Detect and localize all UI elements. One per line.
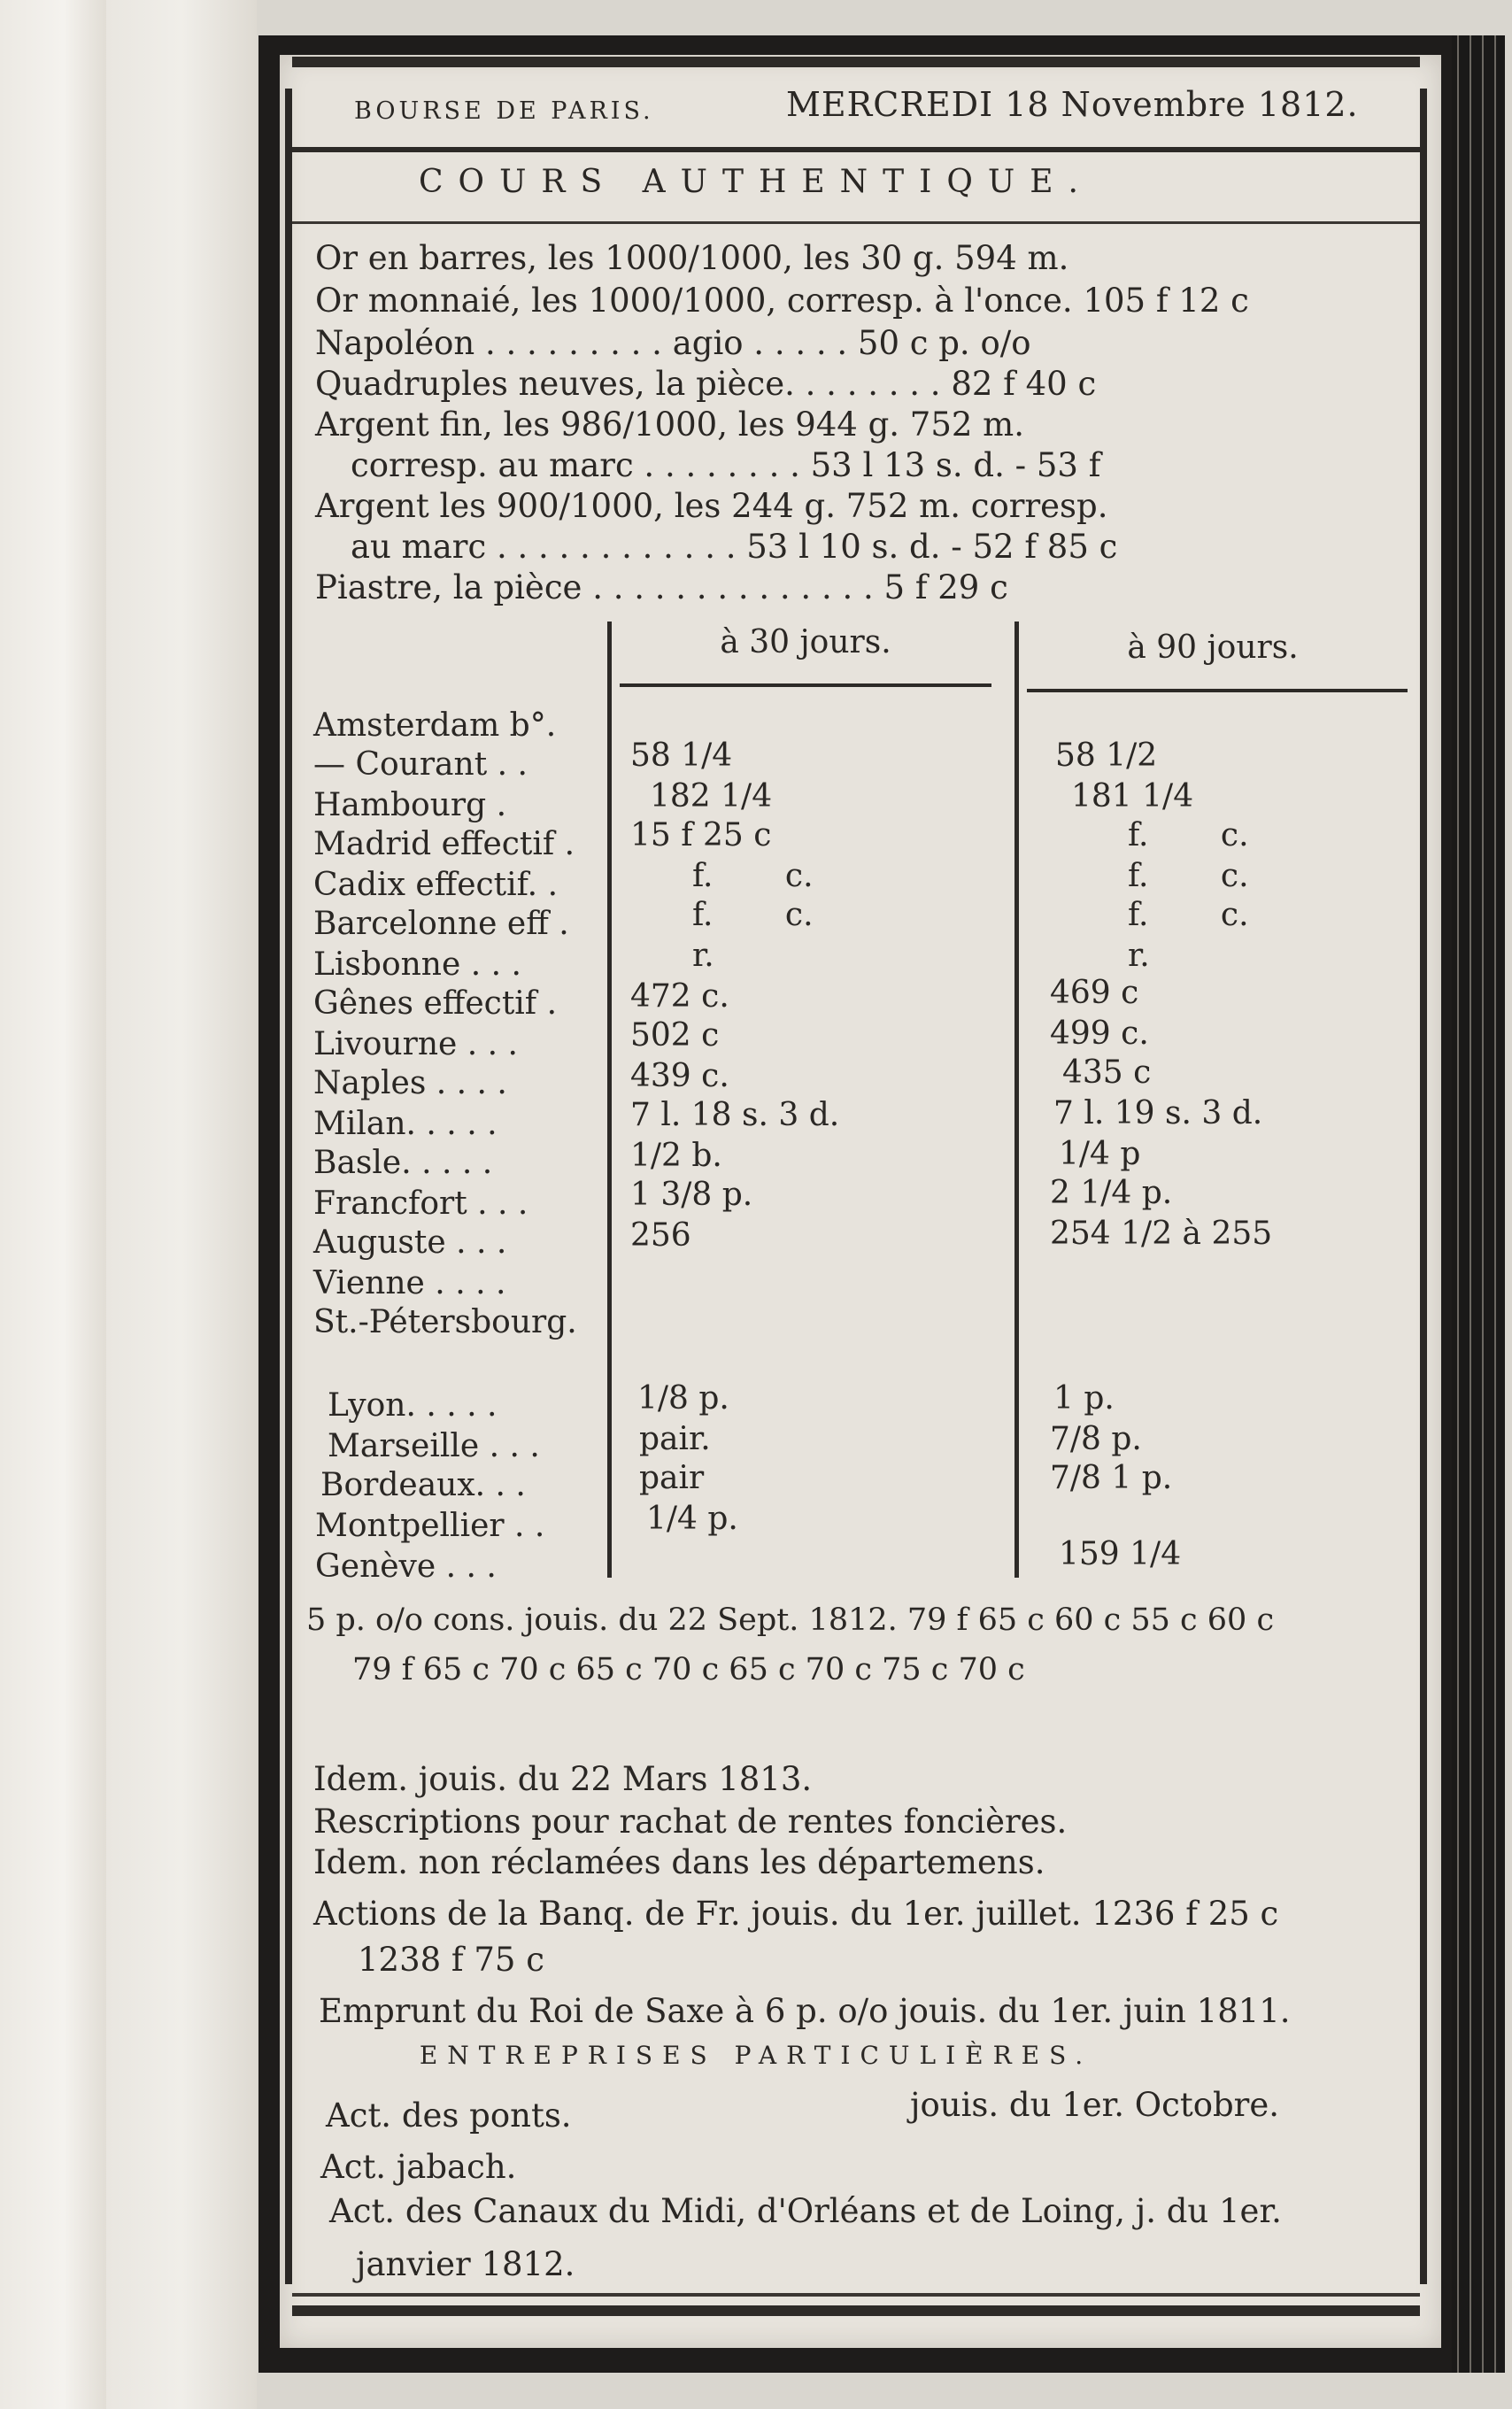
entreprise-line: jouis. du 1er. Octobre. bbox=[910, 2086, 1280, 2124]
metal-line: Piastre, la pièce . . . . . . . . . . . . . . 5 f 29 c bbox=[315, 568, 1008, 606]
bottom-rule-thin bbox=[292, 2293, 1420, 2297]
exch-place: Vienne . . . . bbox=[313, 1265, 506, 1301]
exch-90: 254 1/2 à 255 bbox=[1050, 1216, 1273, 1252]
exch-90: 1/4 p bbox=[1059, 1136, 1141, 1172]
header-rule bbox=[292, 147, 1420, 152]
section-title: ENTREPRISES PARTICULIÈRES. bbox=[419, 2041, 1093, 2070]
fund-line: 5 p. o/o cons. jouis. du 22 Sept. 1812. 79 f 65 c 60 c 55 c 60 c bbox=[306, 1602, 1275, 1638]
exch-90: 1 p. bbox=[1053, 1380, 1115, 1417]
exch-30: pair. bbox=[639, 1421, 711, 1457]
exch-place: Barcelonne eff . bbox=[313, 906, 569, 942]
exch-place: Lyon. . . . . bbox=[328, 1387, 498, 1424]
exch-30: pair bbox=[639, 1460, 705, 1496]
metal-line: Or en barres, les 1000/1000, les 30 g. 594 m. bbox=[315, 239, 1069, 277]
metal-line: Quadruples neuves, la pièce. . . . . . . . 82 f 40 c bbox=[315, 365, 1097, 403]
exch-place: Cadix effectif. . bbox=[313, 867, 559, 903]
column-rule-mid bbox=[1014, 622, 1019, 1578]
exch-30: 1/2 b. bbox=[630, 1138, 722, 1174]
exch-30: r. bbox=[692, 938, 714, 974]
exch-place: Hambourg . bbox=[313, 787, 507, 823]
exch-30: 1 3/8 p. bbox=[630, 1177, 753, 1213]
col-head-90: à 90 jours. bbox=[1127, 629, 1299, 666]
exch-90: 181 1/4 bbox=[1071, 778, 1194, 815]
exch-90: 435 c bbox=[1062, 1054, 1152, 1091]
header-date: MERCREDI 18 Novembre 1812. bbox=[786, 85, 1359, 124]
exch-place: Marseille . . . bbox=[328, 1428, 540, 1464]
metal-line: Or monnaié, les 1000/1000, corresp. à l'once. 105 f 12 c bbox=[315, 282, 1249, 320]
col90-underline bbox=[1027, 689, 1408, 692]
frame-rule-right bbox=[1420, 89, 1427, 2284]
fund-line: Emprunt du Roi de Saxe à 6 p. o/o jouis. du 1er. juin 1811. bbox=[319, 1992, 1291, 2030]
exch-30: 58 1/4 bbox=[630, 737, 733, 774]
fund-line: Idem. jouis. du 22 Mars 1813. bbox=[313, 1760, 813, 1798]
fund-line: Idem. non réclamées dans les départemens. bbox=[313, 1843, 1045, 1881]
top-rule bbox=[292, 57, 1420, 67]
col-head-30: à 30 jours. bbox=[720, 624, 891, 660]
exch-30: 502 c bbox=[630, 1017, 720, 1054]
exch-place: Livourne . . . bbox=[313, 1026, 518, 1062]
exch-90: f. c. bbox=[1128, 897, 1249, 933]
title-rule bbox=[292, 221, 1420, 224]
exch-90: 58 1/2 bbox=[1055, 737, 1158, 774]
exch-30: 472 c. bbox=[630, 978, 729, 1015]
exch-place: Milan. . . . . bbox=[313, 1106, 498, 1142]
exch-30: 1/4 p. bbox=[646, 1501, 738, 1537]
exch-place: Lisbonne . . . bbox=[313, 946, 521, 983]
exch-90: f. c. bbox=[1128, 817, 1249, 853]
exch-place: Basle. . . . . bbox=[313, 1145, 493, 1181]
entreprise-line: Act. des ponts. bbox=[326, 2096, 572, 2135]
col30-underline bbox=[620, 683, 991, 687]
header-bourse: BOURSE DE PARIS. bbox=[354, 97, 654, 125]
exch-place: Bordeaux. . . bbox=[320, 1467, 526, 1503]
page-title: COURS AUTHENTIQUE. bbox=[419, 164, 1093, 200]
bottom-rule-thick bbox=[292, 2305, 1420, 2316]
metal-line: Argent fin, les 986/1000, les 944 g. 752 m. bbox=[315, 405, 1025, 444]
metal-line: corresp. au marc . . . . . . . . 53 l 13 s. d. - 53 f bbox=[351, 446, 1101, 484]
exch-30: 15 f 25 c bbox=[630, 817, 772, 853]
exch-place: Montpellier . . bbox=[315, 1508, 545, 1544]
entreprise-line: Act. des Canaux du Midi, d'Orléans et de Loing, j. du 1er. bbox=[329, 2192, 1282, 2230]
exch-place: Francfort . . . bbox=[313, 1185, 528, 1222]
exch-90: 159 1/4 bbox=[1059, 1536, 1182, 1572]
entreprise-line: janvier 1812. bbox=[356, 2245, 575, 2283]
exch-30: 256 bbox=[630, 1217, 691, 1254]
exch-place: Gênes effectif . bbox=[313, 985, 558, 1022]
exch-place: Naples . . . . bbox=[313, 1065, 507, 1101]
exch-90: 7/8 1 p. bbox=[1050, 1460, 1173, 1496]
exch-place: St.-Pétersbourg. bbox=[313, 1304, 577, 1340]
fund-line: Actions de la Banq. de Fr. jouis. du 1er. juillet. 1236 f 25 c bbox=[313, 1895, 1279, 1933]
exch-90: 7/8 p. bbox=[1050, 1421, 1142, 1457]
exch-90: f. c. bbox=[1128, 858, 1249, 894]
exch-place: Auguste . . . bbox=[313, 1224, 507, 1261]
exch-30: 182 1/4 bbox=[650, 778, 773, 815]
frame-rule-left bbox=[285, 89, 292, 2284]
exch-place: — Courant . . bbox=[313, 746, 528, 783]
column-rule-left bbox=[607, 622, 612, 1578]
exch-place: Genève . . . bbox=[315, 1548, 497, 1585]
exch-place: Amsterdam b°. bbox=[313, 707, 557, 744]
entreprise-line: Act. jabach. bbox=[320, 2148, 517, 2186]
exch-90: 2 1/4 p. bbox=[1050, 1175, 1173, 1211]
exch-90: r. bbox=[1128, 938, 1150, 974]
exch-30: f. c. bbox=[692, 897, 814, 933]
exch-90: 469 c bbox=[1050, 975, 1139, 1011]
exch-30: 7 l. 18 s. 3 d. bbox=[630, 1097, 840, 1133]
metal-line: Napoléon . . . . . . . . . agio . . . . . 50 c p. o/o bbox=[315, 324, 1031, 362]
exch-90: 7 l. 19 s. 3 d. bbox=[1053, 1095, 1263, 1131]
exch-90: 499 c. bbox=[1050, 1015, 1149, 1052]
fund-line: 79 f 65 c 70 c 65 c 70 c 65 c 70 c 75 c 70 c bbox=[352, 1652, 1025, 1687]
fund-line: 1238 f 75 c bbox=[358, 1941, 544, 1979]
exch-place: Madrid effectif . bbox=[313, 826, 575, 862]
metal-line: au marc . . . . . . . . . . . . 53 l 10 s. d. - 52 f 85 c bbox=[351, 528, 1118, 566]
exch-30: 1/8 p. bbox=[637, 1380, 729, 1417]
exch-30: 439 c. bbox=[630, 1058, 729, 1094]
metal-line: Argent les 900/1000, les 244 g. 752 m. corresp. bbox=[315, 487, 1108, 525]
exch-30: f. c. bbox=[692, 858, 814, 894]
page-stack-edge bbox=[1452, 35, 1505, 2373]
fund-line: Rescriptions pour rachat de rentes foncières. bbox=[313, 1803, 1068, 1841]
